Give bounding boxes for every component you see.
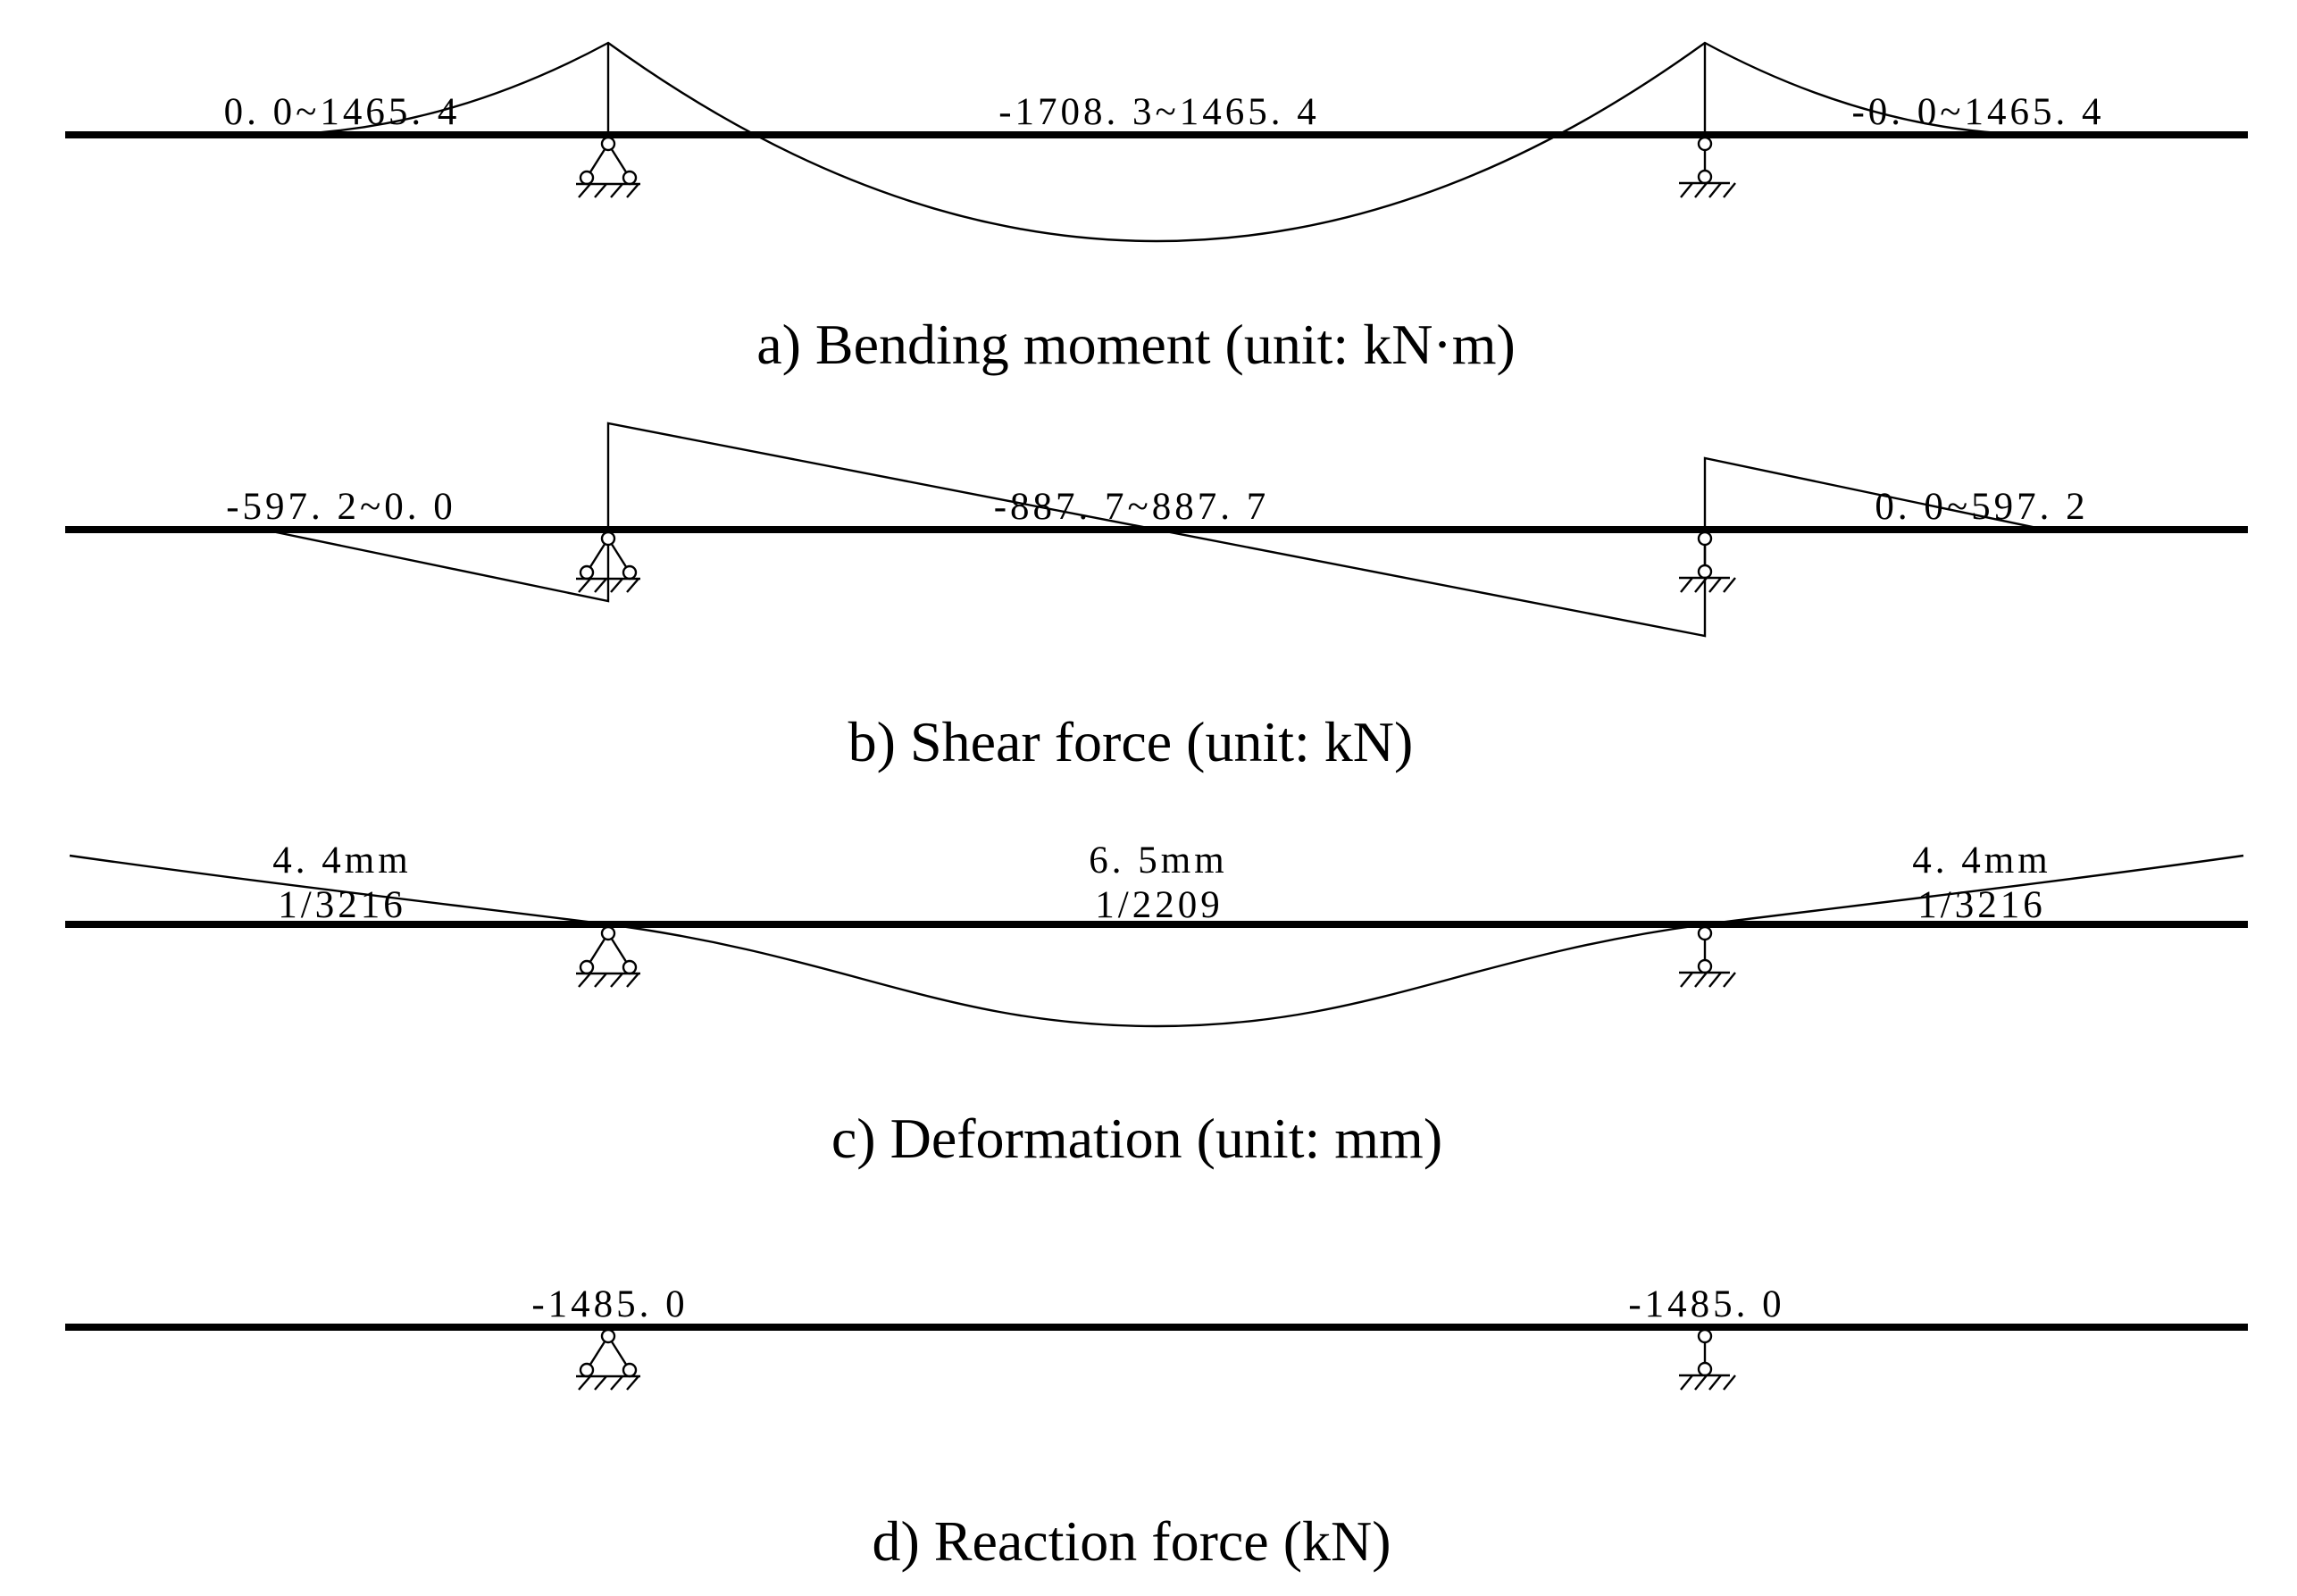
pin-support-icon-c	[576, 927, 640, 987]
shear-force-diagram	[65, 423, 2248, 773]
shear-label-left: -597. 2~0. 0	[226, 486, 456, 528]
reaction-force-diagram	[65, 1283, 2248, 1573]
pin-support-icon-a	[576, 138, 640, 197]
deformation-right-ratio: 1/3216	[1917, 884, 2046, 926]
shear-caption: b) Shear force (unit: kN)	[848, 710, 1414, 773]
deformation-right-value: 4. 4mm	[1912, 840, 2051, 882]
deformation-mid-value: 6. 5mm	[1089, 840, 1228, 882]
deformation-caption: c) Deformation (unit: mm)	[831, 1107, 1443, 1170]
deformation-diagram	[65, 840, 2248, 1170]
rocker-support-icon-c	[1679, 927, 1735, 987]
moment-label-mid: -1708. 3~1465. 4	[998, 91, 1320, 133]
rocker-support-icon-b	[1679, 532, 1735, 592]
reaction-caption: d) Reaction force (kN)	[872, 1509, 1391, 1573]
moment-label-right: -0. 0~1465. 4	[1851, 91, 2105, 133]
rocker-support-icon-d	[1679, 1330, 1735, 1390]
moment-label-left: 0. 0~1465. 4	[223, 91, 461, 133]
reaction-label-left: -1485. 0	[531, 1283, 689, 1325]
deformation-left-value: 4. 4mm	[272, 840, 412, 882]
shear-label-mid: -887. 7~887. 7	[993, 486, 1270, 528]
deformation-mid-ratio: 1/2209	[1095, 884, 1224, 926]
rocker-support-icon-a	[1679, 138, 1735, 197]
pin-support-icon-d	[576, 1330, 640, 1390]
moment-curve	[263, 43, 2045, 241]
moment-caption: a) Bending moment (unit: kN·m)	[756, 313, 1516, 376]
reaction-label-right: -1485. 0	[1628, 1283, 1785, 1325]
deformation-left-ratio: 1/3216	[278, 884, 406, 926]
shear-label-right: 0. 0~597. 2	[1875, 486, 2089, 528]
bending-moment-diagram	[65, 43, 2248, 376]
